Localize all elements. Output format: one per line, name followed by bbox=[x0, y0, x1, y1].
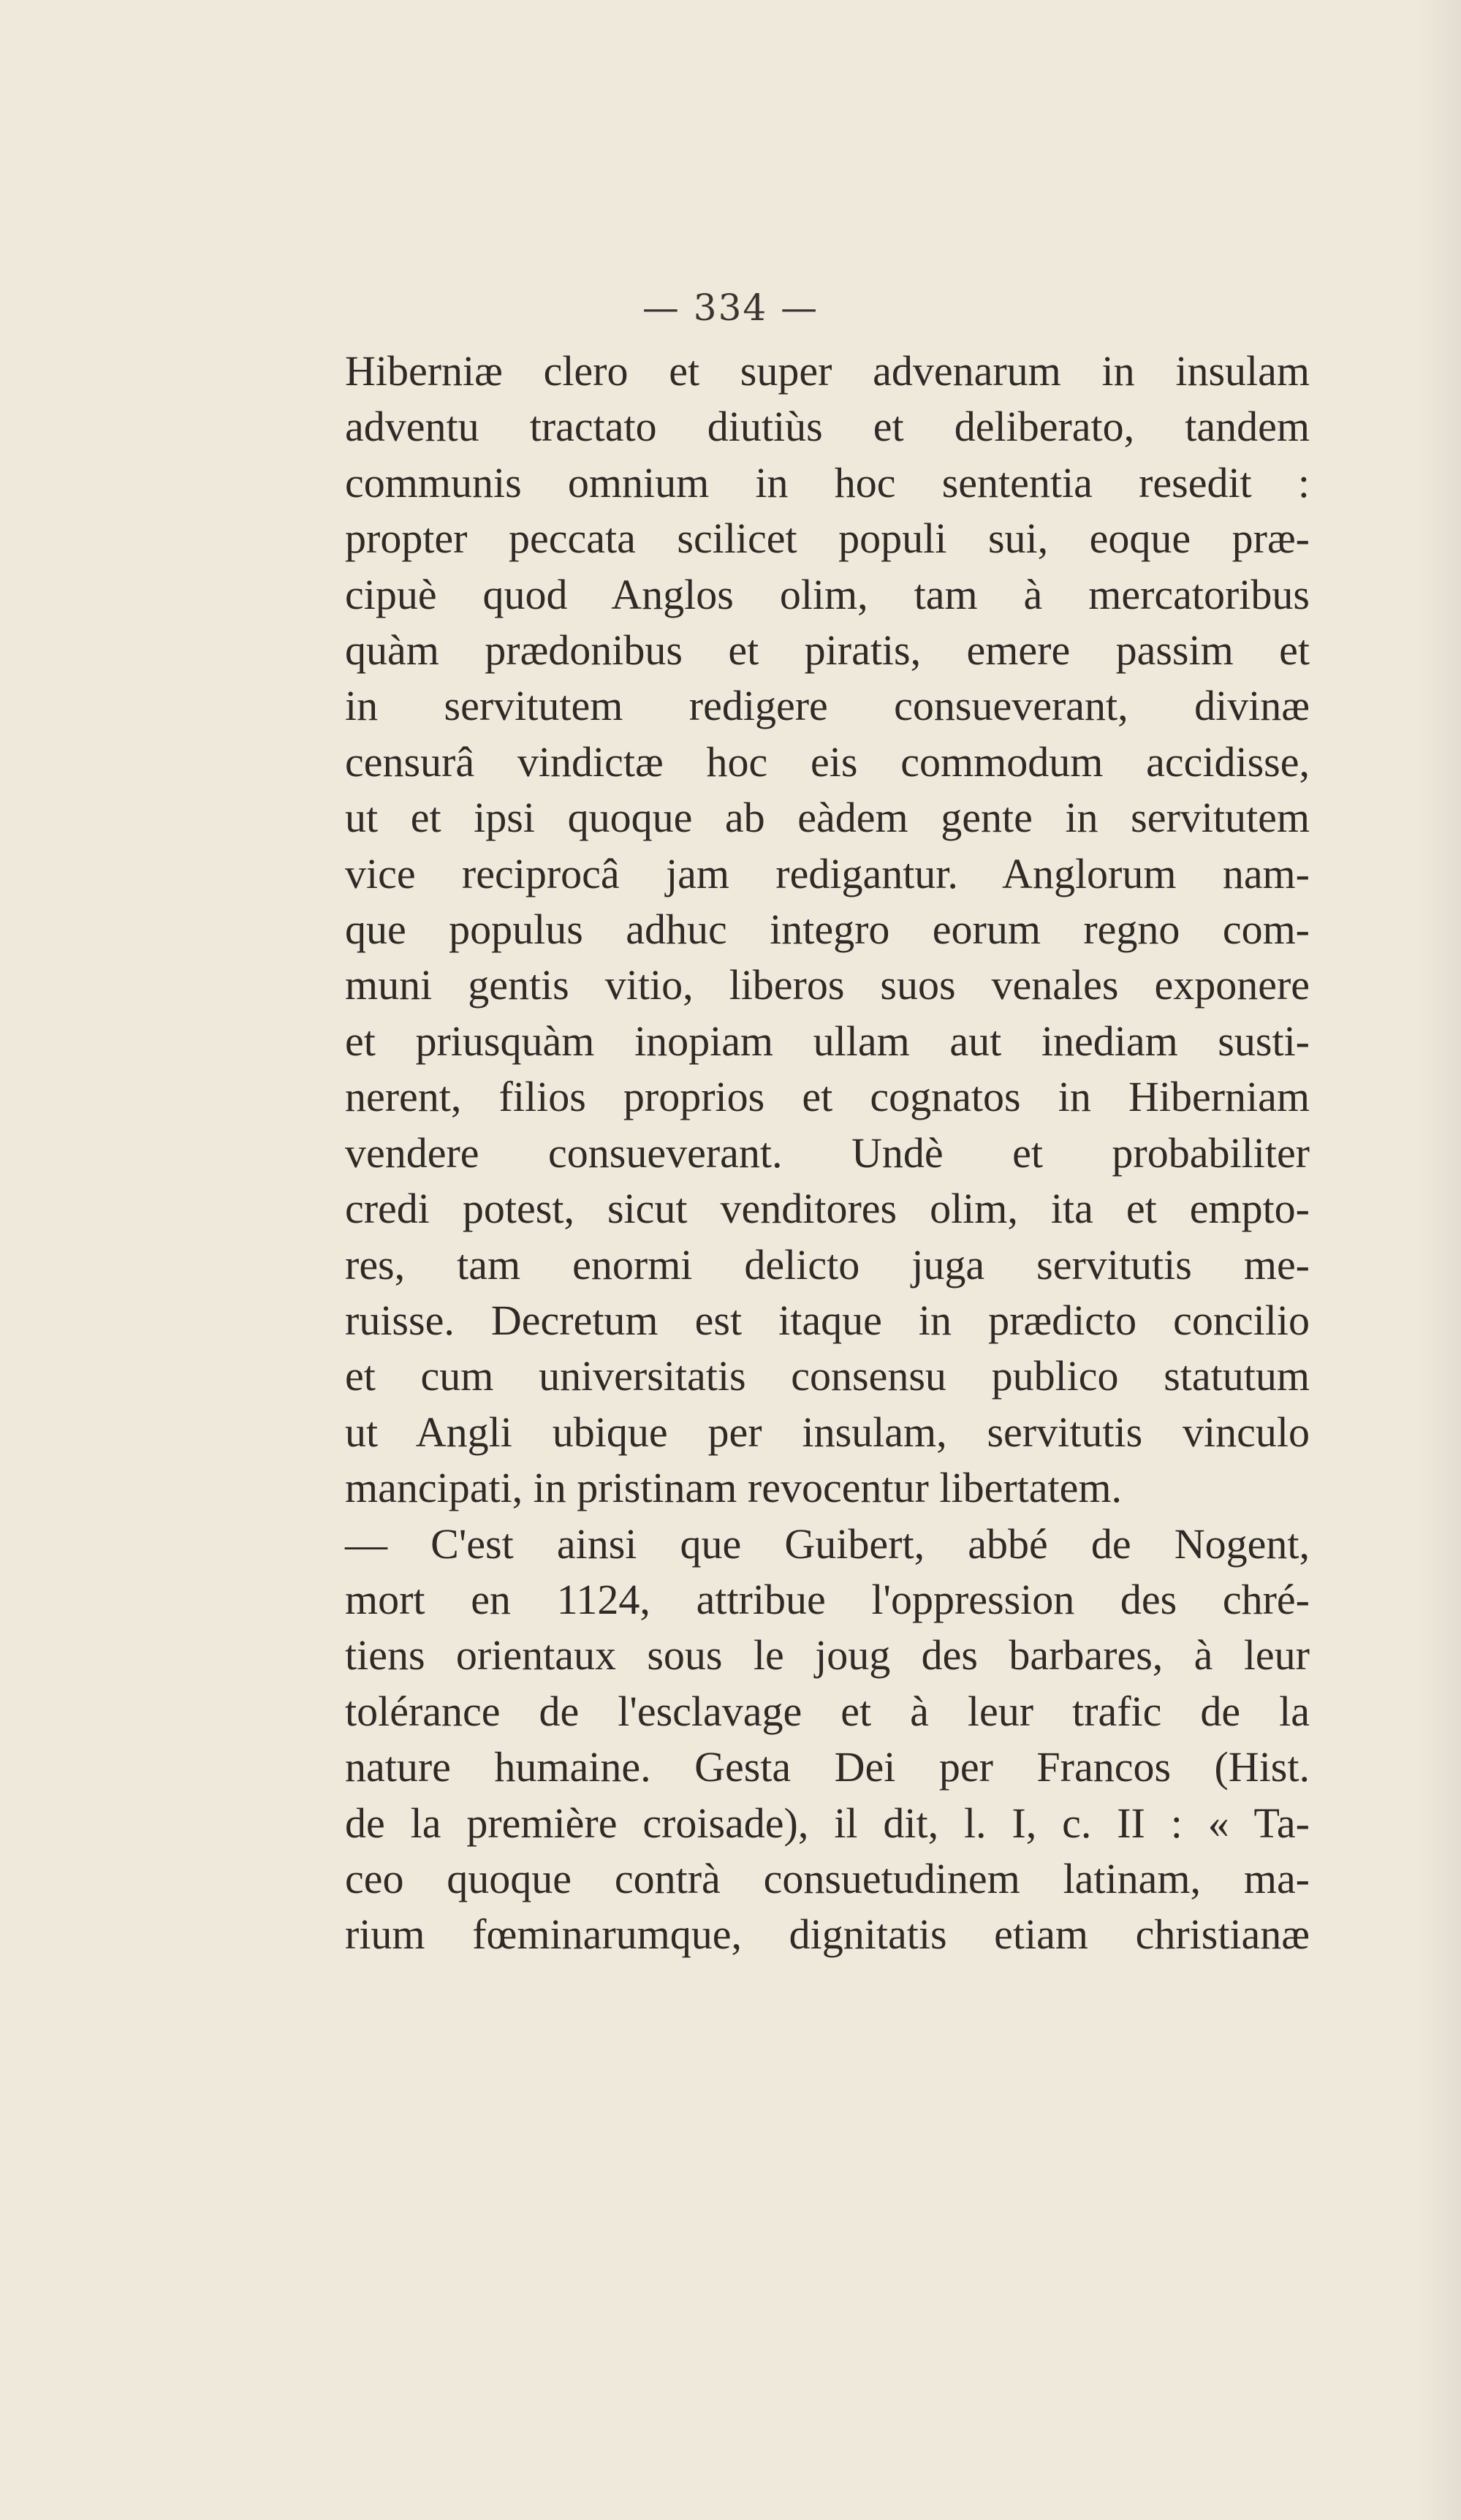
text-line: ut Angli ubique per insulam, servitutis vinculo bbox=[345, 1408, 1310, 1456]
text-line: tiens orientaux sous le joug des barbares, à leur bbox=[345, 1631, 1310, 1680]
text-line: mancipati, in pristinam revocentur libertatem. bbox=[345, 1464, 1122, 1512]
text-line: in servitutem redigere consueverant, divinæ bbox=[345, 682, 1310, 730]
text-line: tolérance de l'esclavage et à leur trafic de la bbox=[345, 1687, 1310, 1735]
text-line: censurâ vindictæ hoc eis commodum accidisse, bbox=[345, 737, 1310, 786]
text-line: Hiberniæ clero et super advenarum in insulam bbox=[345, 347, 1310, 395]
text-line: ruisse. Decretum est itaque in prædicto concilio bbox=[345, 1296, 1310, 1344]
text-line: de la première croisade), il dit, l. I, c. II : « Ta- bbox=[345, 1799, 1310, 1847]
text-line: vice reciprocâ jam redigantur. Anglorum nam- bbox=[345, 849, 1310, 897]
page-edge-shadow bbox=[1417, 0, 1461, 2520]
body-text bbox=[345, 344, 1310, 1963]
text-line: propter peccata scilicet populi sui, eoque præ- bbox=[345, 515, 1310, 563]
text-line: ut et ipsi quoque ab eàdem gente in servitutem bbox=[345, 794, 1310, 842]
text-line: communis omnium in hoc sententia resedit : bbox=[345, 458, 1310, 506]
text-line: et priusquàm inopiam ullam aut inediam susti- bbox=[345, 1017, 1310, 1065]
page-number: — 334 — bbox=[642, 286, 819, 329]
text-line: quàm prædonibus et piratis, emere passim et bbox=[345, 626, 1310, 675]
text-line: adventu tractato diutiùs et deliberato, tandem bbox=[345, 403, 1310, 451]
text-line: — C'est ainsi que Guibert, abbé de Nogent, bbox=[345, 1519, 1310, 1568]
text-line: nature humaine. Gesta Dei per Francos (Hist. bbox=[345, 1743, 1310, 1791]
text-line: ceo quoque contrà consuetudinem latinam, ma- bbox=[345, 1854, 1310, 1902]
text-line: muni gentis vitio, liberos suos venales exponere bbox=[345, 961, 1310, 1009]
text-line: et cum universitatis consensu publico statutum bbox=[345, 1352, 1310, 1400]
text-line: mort en 1124, attribue l'oppression des chré- bbox=[345, 1575, 1310, 1623]
text-line: vendere consueverant. Undè et probabiliter bbox=[345, 1128, 1310, 1177]
text-line: que populus adhuc integro eorum regno com- bbox=[345, 906, 1310, 954]
text-line: nerent, filios proprios et cognatos in Hiberniam bbox=[345, 1073, 1310, 1121]
text-line: res, tam enormi delicto juga servitutis me- bbox=[345, 1240, 1310, 1289]
text-line: rium fœminarumque, dignitatis etiam christianæ bbox=[345, 1910, 1310, 1959]
text-line: credi potest, sicut venditores olim, ita et empto- bbox=[345, 1185, 1310, 1233]
text-line: cipuè quod Anglos olim, tam à mercatoribus bbox=[345, 570, 1310, 618]
